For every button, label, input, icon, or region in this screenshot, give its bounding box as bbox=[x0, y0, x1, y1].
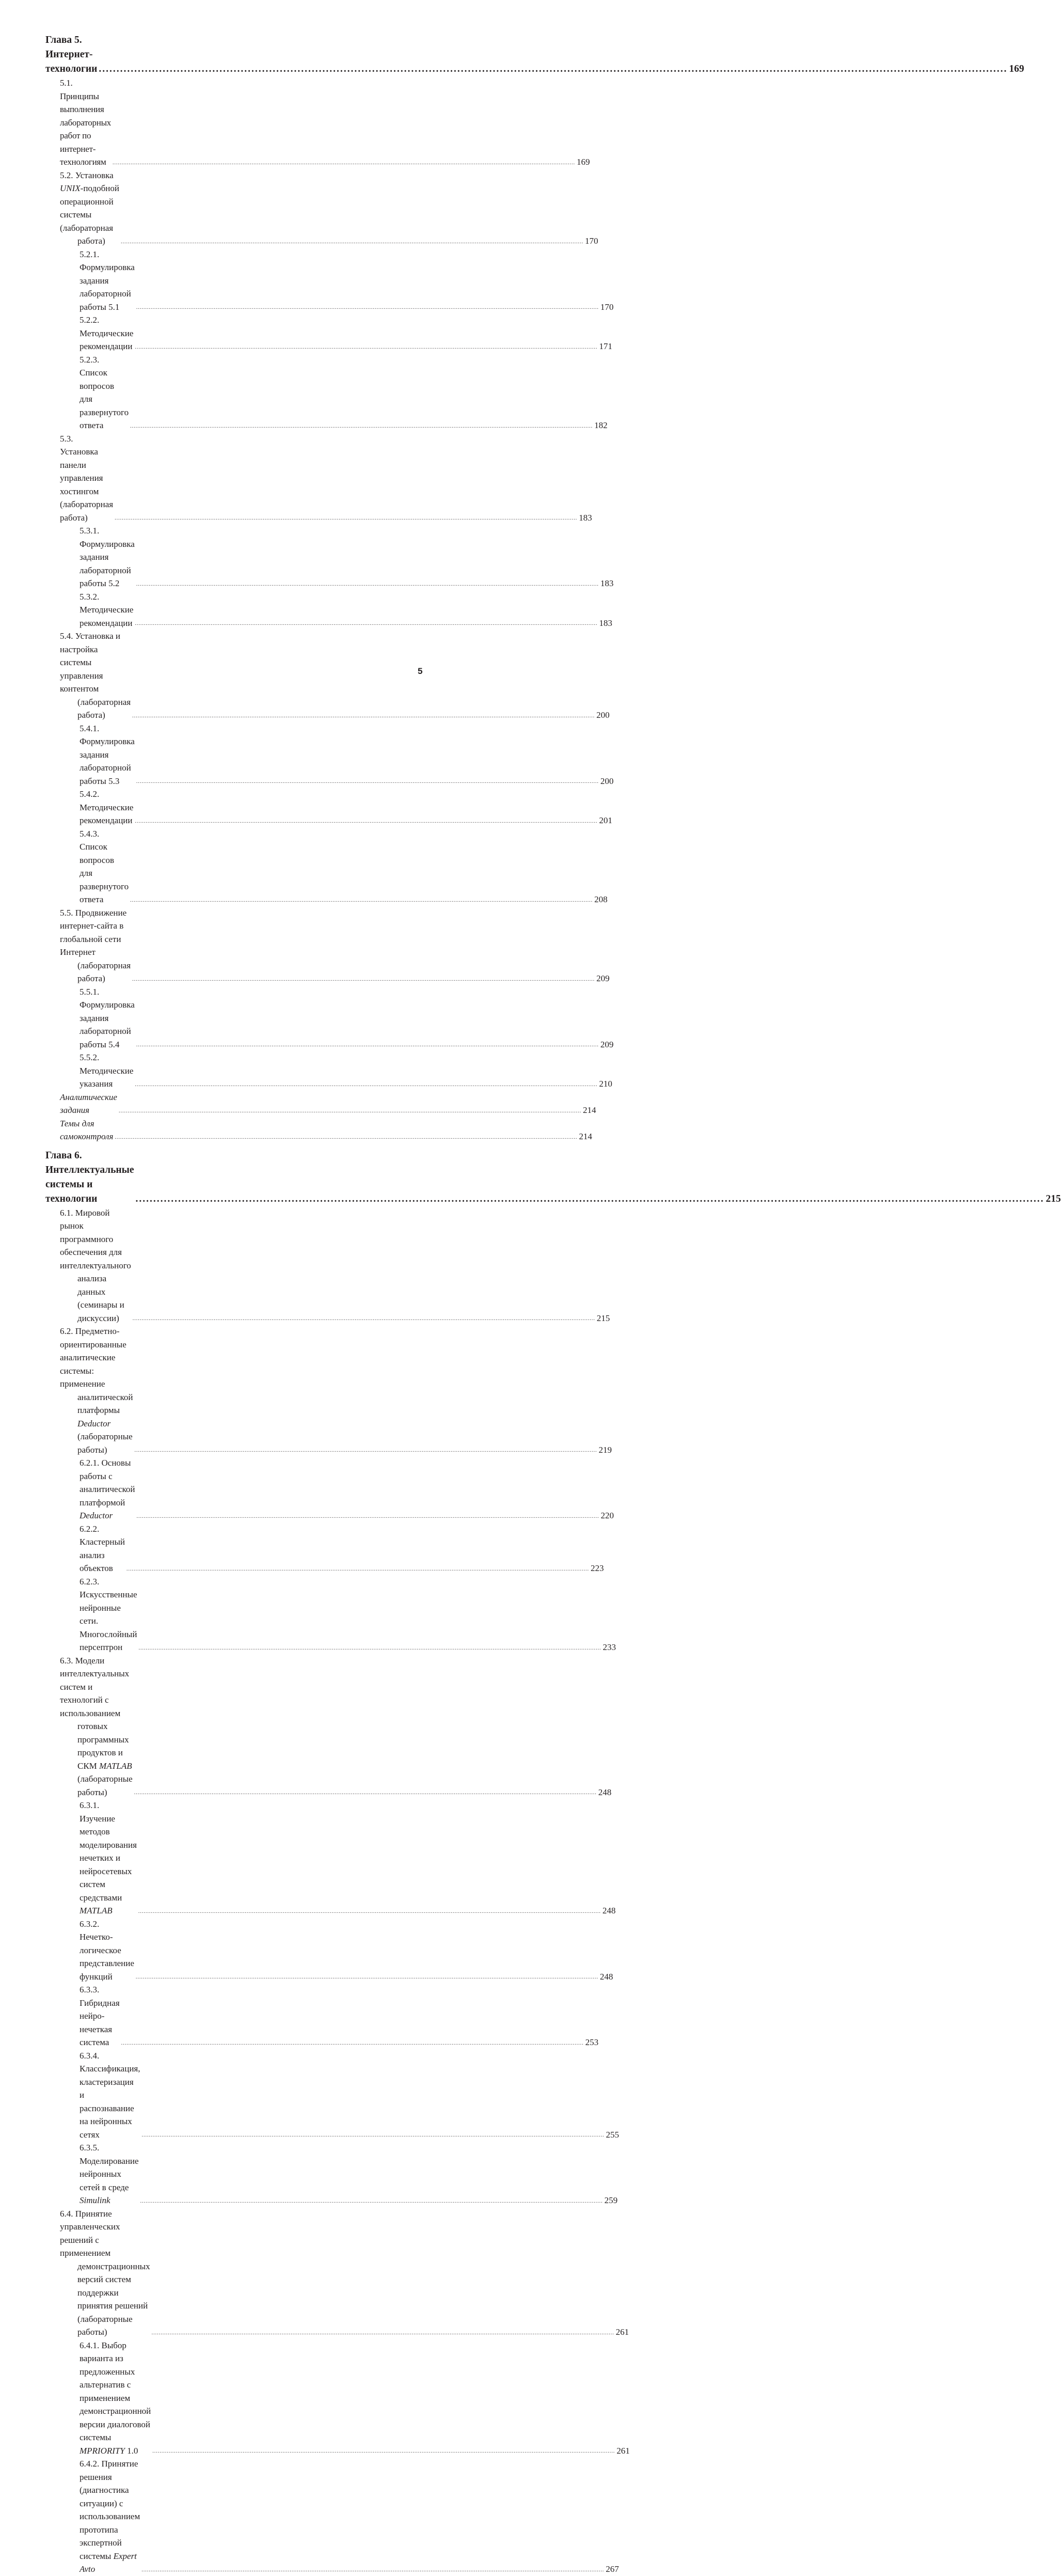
leader-dots bbox=[136, 582, 599, 587]
entry-text-italic: Deductor bbox=[80, 1511, 113, 1520]
toc-entry-6-2-2[interactable] bbox=[45, 1522, 604, 1575]
toc-entry-5-3-1[interactable] bbox=[45, 524, 614, 590]
entry-text-italic: MPRIORITY bbox=[80, 2445, 125, 2456]
entry-text bbox=[60, 1654, 133, 1799]
entry-text-line: 5.4. Установка и настройка системы управления контентом bbox=[60, 631, 120, 694]
leader-dots bbox=[136, 1194, 1044, 1204]
entry-text-line: 6.4.2. Принятие решения (диагностика ситуации) с использованием bbox=[80, 2459, 140, 2521]
toc-entry-5-2-3[interactable] bbox=[45, 353, 608, 432]
entry-text-line: 6.3.4. Классификация, кластеризация и распознавание на нейронных bbox=[80, 2050, 140, 2126]
toc-entry-5-4[interactable] bbox=[45, 630, 610, 722]
chapter-title: Глава 6. Интеллектуальные системы и технологии bbox=[45, 1150, 134, 1204]
entry-text-part: готовых программных продуктов и СКМ bbox=[77, 1721, 129, 1771]
entry-text-line: демонстрационных версий систем поддержки принятия решений bbox=[77, 2261, 150, 2311]
entry-text: 6.2.2. Кластерный анализ объектов bbox=[80, 1523, 125, 1573]
toc-entry-6-3-5[interactable] bbox=[45, 2141, 618, 2207]
entry-text-part: 6.3.5. Моделирование нейронных сетей в среде bbox=[80, 2143, 139, 2192]
entry-text bbox=[80, 2049, 140, 2142]
entry-text bbox=[80, 2457, 140, 2576]
toc-entry-5-5-2[interactable] bbox=[45, 1051, 612, 1091]
leader-dots bbox=[115, 516, 577, 521]
leader-dots bbox=[136, 779, 599, 784]
entry-text-italic: MATLAB bbox=[80, 1906, 113, 1915]
entry-text: 5.2.1. Формулировка задания лабораторной работы 5.1 bbox=[80, 249, 135, 312]
toc-entry-6-1[interactable] bbox=[45, 1206, 610, 1325]
leader-dots bbox=[126, 1567, 589, 1572]
page-ref: 209 bbox=[600, 1039, 614, 1049]
toc-entry-6-2-3[interactable] bbox=[45, 1575, 616, 1654]
page-ref: 214 bbox=[582, 1105, 596, 1115]
toc-entry-5-5[interactable] bbox=[45, 906, 610, 985]
leader-dots bbox=[135, 621, 597, 626]
toc-entry-5-3-2[interactable] bbox=[45, 590, 612, 630]
leader-dots bbox=[152, 2331, 614, 2336]
entry-text: 5.4.1. Формулировка задания лабораторной работы 5.3 bbox=[80, 723, 135, 786]
entry-text-italic: UNIX bbox=[60, 183, 81, 193]
entry-text: 6.3.2. Нечетко-логическое представление функций bbox=[80, 1919, 134, 1982]
page-ref: 248 bbox=[602, 1906, 616, 1915]
page-ref: 210 bbox=[599, 1079, 612, 1089]
page-ref: 183 bbox=[579, 512, 592, 523]
entry-text: 5.2.2. Методические рекомендации bbox=[80, 315, 134, 351]
page-ref: 261 bbox=[616, 2445, 630, 2456]
entry-text: 6.2.3. Искусственные нейронные сети. Многослойный персептрон bbox=[80, 1576, 137, 1652]
table-of-contents bbox=[45, 33, 1061, 2576]
page-ref: 220 bbox=[600, 1511, 614, 1520]
entry-text: 5.3.2. Методические рекомендации bbox=[80, 591, 134, 628]
entry-text bbox=[60, 1206, 131, 1325]
toc-entry-6-3-1[interactable] bbox=[45, 1799, 616, 1918]
page-ref: 183 bbox=[599, 618, 612, 628]
toc-entry-self-control-topics[interactable] bbox=[45, 1117, 592, 1143]
leader-dots bbox=[99, 64, 1007, 74]
toc-entry-6-3-2[interactable] bbox=[45, 1918, 613, 1984]
leader-dots bbox=[135, 1448, 597, 1453]
page-ref: 170 bbox=[584, 236, 598, 246]
leader-dots bbox=[135, 345, 597, 350]
page-ref: 214 bbox=[579, 1132, 592, 1141]
page-ref: 223 bbox=[591, 1563, 604, 1573]
entry-text: Темы для самоконтроля bbox=[60, 1118, 114, 1141]
entry-text bbox=[60, 2207, 150, 2339]
leader-dots bbox=[136, 305, 599, 310]
entry-text-part: прототипа экспертной системы bbox=[80, 2524, 122, 2561]
entry-text-italic: MATLAB bbox=[99, 1761, 132, 1771]
toc-entry-5-3[interactable] bbox=[45, 432, 592, 525]
leader-dots bbox=[133, 1316, 595, 1322]
toc-entry-5-4-1[interactable] bbox=[45, 722, 614, 788]
entry-text: Аналитические задания bbox=[60, 1092, 117, 1115]
page-ref: 169 bbox=[577, 157, 590, 167]
leader-dots bbox=[121, 2041, 584, 2046]
entry-text-part: (лабораторные работы) bbox=[77, 1432, 133, 1455]
page-ref: 201 bbox=[599, 815, 612, 825]
page-ref: 267 bbox=[606, 2564, 619, 2574]
entry-text-italic: Simulink bbox=[80, 2195, 110, 2205]
leader-dots bbox=[130, 424, 593, 429]
leader-dots bbox=[115, 1135, 577, 1140]
leader-dots bbox=[132, 977, 595, 982]
entry-text-line: анализа данных (семинары и дискуссии) bbox=[77, 1274, 124, 1323]
entry-text-line: 6.3.1. Изучение методов моделирования нечетких и нейросетевых bbox=[80, 1800, 137, 1876]
page-ref: 200 bbox=[600, 776, 614, 786]
leader-dots bbox=[140, 2199, 603, 2204]
toc-entry-5-1[interactable] bbox=[45, 76, 590, 169]
toc-entry-6-2-1[interactable] bbox=[45, 1456, 614, 1522]
entry-text bbox=[80, 1799, 137, 1918]
page-ref: 253 bbox=[585, 2037, 599, 2047]
toc-entry-5-2-2[interactable] bbox=[45, 313, 612, 353]
page-ref: 183 bbox=[600, 578, 614, 588]
entry-text-part: 6.2.1. Основы работы с аналитической платформой bbox=[80, 1458, 135, 1507]
leader-dots bbox=[135, 1082, 597, 1088]
toc-entry-5-5-1[interactable] bbox=[45, 985, 614, 1051]
toc-entry-6-4-2[interactable] bbox=[45, 2457, 619, 2576]
entry-text bbox=[60, 169, 119, 248]
entry-text-line: 5.5. Продвижение интернет-сайта в глобальной сети Интернет bbox=[60, 907, 127, 957]
leader-dots bbox=[139, 1646, 601, 1651]
entry-text: 6.3.3. Гибридная нейро-нечеткая система bbox=[80, 1985, 120, 2047]
leader-dots bbox=[138, 1909, 601, 1914]
leader-dots bbox=[130, 898, 593, 903]
entry-text: 5.3.1. Формулировка задания лабораторной работы 5.2 bbox=[80, 526, 135, 588]
page-ref: 248 bbox=[598, 1787, 612, 1797]
page-ref: 200 bbox=[596, 710, 610, 720]
entry-text bbox=[80, 1456, 135, 1522]
leader-dots bbox=[135, 819, 597, 824]
entry-text-line: 6.2. Предметно-ориентированные аналитические системы: применение bbox=[60, 1326, 126, 1389]
entry-text-part: систем средствами bbox=[80, 1879, 122, 1903]
entry-text-part: (лабораторные bbox=[77, 1774, 133, 1784]
page-ref: 215 bbox=[596, 1313, 610, 1323]
entry-text: 5.1. Принципы выполнения лабораторных работ по интернет-технологиям bbox=[60, 78, 112, 167]
leader-dots bbox=[137, 1514, 599, 1519]
toc-entry-6-3[interactable] bbox=[45, 1654, 612, 1799]
page-ref: 169 bbox=[1009, 64, 1024, 74]
page-ref: 215 bbox=[1046, 1193, 1061, 1204]
toc-entry-5-4-3[interactable] bbox=[45, 827, 608, 906]
entry-text bbox=[60, 630, 131, 722]
leader-dots bbox=[136, 1975, 598, 1980]
page-ref: 233 bbox=[603, 1642, 616, 1652]
entry-text-part: 5.2. Установка bbox=[60, 170, 114, 180]
entry-text-line: (лабораторные работы) bbox=[77, 2314, 133, 2337]
entry-text-italic: Deductor bbox=[77, 1418, 111, 1428]
entry-text-line: 6.3. Модели интеллектуальных систем и технологий с использованием bbox=[60, 1655, 130, 1718]
toc-entry-6-3-3[interactable] bbox=[45, 1983, 599, 2049]
page-ref: 248 bbox=[599, 1971, 613, 1982]
entry-text: 5.5.1. Формулировка задания лабораторной работы 5.4 bbox=[80, 986, 135, 1049]
toc-entry-6-2[interactable] bbox=[45, 1325, 612, 1456]
page-ref: 170 bbox=[600, 302, 614, 312]
entry-text-line: (лабораторная работа) bbox=[77, 960, 131, 983]
leader-dots bbox=[136, 1043, 599, 1048]
page-number: 5 bbox=[418, 666, 423, 676]
toc-entry-6-4-1[interactable] bbox=[45, 2339, 630, 2458]
leader-dots bbox=[141, 2568, 604, 2573]
entry-text-line: работы) bbox=[77, 1787, 107, 1797]
chapter-6-heading[interactable] bbox=[45, 1149, 1061, 1206]
entry-text-line: 6.4.1. Выбор варианта из предложенных альтернатив с применением bbox=[80, 2340, 135, 2403]
leader-dots bbox=[113, 161, 575, 166]
entry-text bbox=[80, 2339, 151, 2458]
entry-text-line: работа) bbox=[77, 236, 105, 246]
page-ref: 208 bbox=[594, 894, 608, 904]
entry-text-part: демонстрационной версии диалоговой системы bbox=[80, 2406, 151, 2442]
leader-dots bbox=[141, 2133, 604, 2138]
page-ref: 261 bbox=[615, 2327, 629, 2337]
toc-entry-analytical-tasks[interactable] bbox=[45, 1091, 596, 1117]
entry-text-line: 6.4. Принятие управленческих решений с применением bbox=[60, 2208, 120, 2258]
entry-text-part: аналитической платформы bbox=[77, 1392, 133, 1415]
leader-dots bbox=[152, 2449, 615, 2454]
entry-text-line: 6.1. Мировой рынок программного обеспечения для интеллектуального bbox=[60, 1207, 131, 1270]
entry-text: 5.3. Установка панели управления хостингом (лабораторная работа) bbox=[60, 433, 114, 523]
chapter-5-heading[interactable] bbox=[45, 33, 1024, 76]
leader-dots bbox=[119, 1109, 581, 1114]
toc-entry-5-2-1[interactable] bbox=[45, 248, 614, 314]
entry-text-part: 1.0 bbox=[124, 2445, 138, 2456]
toc-entry-5-4-2[interactable] bbox=[45, 788, 612, 827]
entry-text-line: (лабораторная работа) bbox=[77, 697, 131, 720]
entry-text bbox=[60, 1325, 133, 1456]
entry-text-line: сетях bbox=[80, 2129, 100, 2140]
toc-entry-6-4[interactable] bbox=[45, 2207, 629, 2339]
leader-dots bbox=[132, 714, 595, 719]
entry-text bbox=[60, 906, 131, 985]
page-ref: 255 bbox=[606, 2129, 619, 2140]
page-ref: 171 bbox=[599, 341, 612, 351]
entry-text-part: -подобной операционной системы (лабораторная bbox=[60, 183, 119, 233]
entry-text: 5.5.2. Методические указания bbox=[80, 1053, 134, 1089]
entry-text-italic: Expert Avto bbox=[80, 2551, 137, 2574]
chapter-title: Глава 5. Интернет-технологии bbox=[45, 35, 98, 74]
entry-text bbox=[80, 2141, 139, 2207]
entry-text: 5.2.3. Список вопросов для развернутого ответа bbox=[80, 354, 129, 430]
page-ref: 182 bbox=[594, 420, 608, 430]
leader-dots bbox=[121, 240, 583, 245]
toc-entry-5-2[interactable] bbox=[45, 169, 598, 248]
page-ref: 219 bbox=[598, 1444, 612, 1455]
toc-entry-6-3-4[interactable] bbox=[45, 2049, 619, 2142]
page-ref: 259 bbox=[604, 2195, 618, 2205]
leader-dots bbox=[134, 1790, 597, 1796]
entry-text: 5.4.2. Методические рекомендации bbox=[80, 789, 134, 825]
entry-text: 5.4.3. Список вопросов для развернутого ответа bbox=[80, 828, 129, 904]
page-ref: 209 bbox=[596, 973, 610, 983]
